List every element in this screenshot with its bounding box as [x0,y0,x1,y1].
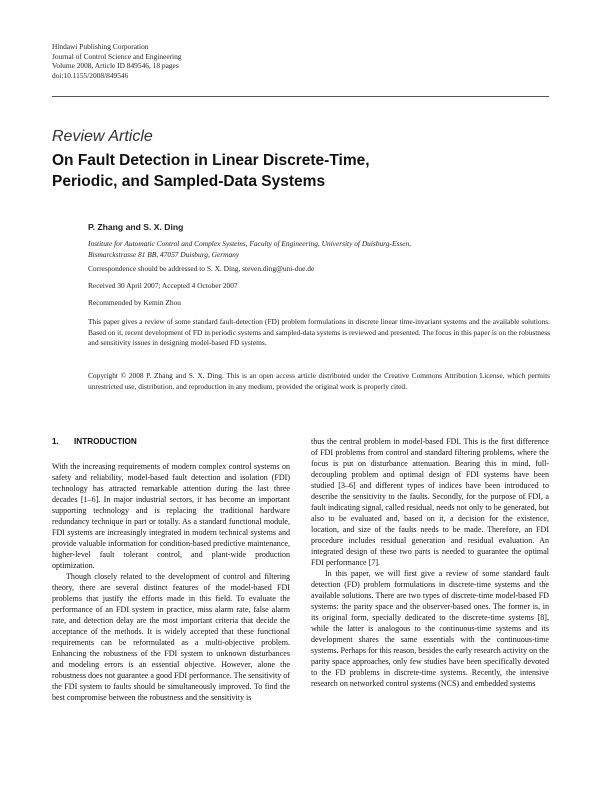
left-column [52,436,290,703]
volume-info: Volume 2008, Article ID 849546, 18 pages [52,61,179,71]
recommended-by: Recommended by Kemin Zhou [88,298,181,307]
title-line-1: On Fault Detection in Linear Discrete-Time, [52,152,370,169]
article-title [52,150,522,192]
doi: doi:10.1155/2008/849546 [52,70,129,80]
section-heading [52,436,290,447]
authors: P. Zhang and S. X. Ding [88,222,184,232]
copyright-notice: Copyright © 2008 P. Zhang and S. X. Ding. This is an open access article distributed under the Creative Commons Attribution License, which permits unrestricted use, distribution, and reproduction in any medium, provided the original work is properly cited. [88,371,550,391]
affiliation [88,238,550,260]
journal-header [52,42,182,80]
paragraph: In this paper, we will first give a review of some standard fault detection (FD) problem formulations in discrete-time systems and the available solutions. There are two types of discrete-time model-based FD systems: the parity space and the observer-based ones. The former is, in its original form, specially dedicated to the discrete-time systems [8], while the latter is analogous to the continuous-time systems and its development shares the same essentials with the continuous-time systems. Perhaps for this reason, besides the early research activity on the parity space approaches, only few studies have been specifically devoted to the FD problems in discrete-time systems. Recently, the intensive research on networked control systems (NCS) and embedded systems [311,569,549,688]
abstract: This paper gives a review of some standard fault-detection (FD) problem formulations in discrete linear time-invariant systems and the available solutions. Based on it, recent development of FD in periodic systems and sampled-data systems is reviewed and presented. The focus in this paper is on the robustness and sensitivity issues in designing model-based FD systems. [88,317,550,348]
journal-name: Journal of Control Science and Engineering [52,51,182,61]
correspondence: Correspondence should be addressed to S. X. Ding, steven.ding@uni-due.de [88,264,315,273]
paragraph: Though closely related to the development of control and filtering theory, there are several distinct features of the model-based FDI problems that justify the efforts made in this field. To evaluate the performance of an FDI system in practice, miss alarm rate, false alarm rate, and detection delay are the most important criteria that decide the acceptance of the methods. It is widely accepted that these functional requirements can be reformulated as a multi-objective problem. Enhancing the robustness of the FDI system to unknown disturbances and modeling errors is an essential objective. However, alone the robustness does not guarantee a good FDI performance. The sensitivity of the FDI system to faults should be simultaneously improved. To find the best compromise between the robustness and the sensitivity is [52,572,290,702]
article-kind: Review Article [52,128,153,145]
affiliation-line-2: Bismarckstrasse 81 BB, 47057 Duisburg, Germany [88,250,240,259]
paragraph: With the increasing requirements of modern complex control systems on safety and reliability, model-based fault detection and isolation (FDI) technology has attracted remarkable attention during the last three decades [1–6]. In major industrial sectors, it has become an important supporting technology and is replacing the traditional hardware redundancy technique in part or totally. As a standard functional module, FDI systems are increasingly integrated in modern technical systems and provide valuable information for condition-based predictive maintenance, higher-level fault tolerant control, and plant-wide production optimization. [52,462,290,570]
affiliation-line-1: Institute for Automatic Control and Complex Systems, Faculty of Engineering, University of Duisburg-Essen, [88,239,412,248]
title-line-2: Periodic, and Sampled-Data Systems [52,173,326,190]
paragraph: thus the central problem in model-based FDI. This is the first difference of FDI problems from control and standard filtering problems, where the focus is put on disturbance attenuation. Bearing this in mind, full-decoupling problem and optimal design of FDI systems have been studied [3–6] and different types of indices have been introduced to describe the sensitivity to the faults. Secondly, for the purpose of FDI, a fault indicating signal, called residual, needs not only to be generated, but also to be evaluated and, based on it, a decision for the existence, location, and size of the faults needs to be made. Therefore, an FDI procedure includes residual generation and residual evaluation. An integrated design of these two parts is needed to guarantee the optimal FDI performance [7]. [311,437,549,567]
received-dates: Received 30 April 2007; Accepted 4 October 2007 [88,281,238,290]
header-divider [52,96,549,97]
section-title: INTRODUCTION [74,437,137,446]
section-number: 1. [52,437,59,446]
publisher-name: Hindawi Publishing Corporation [52,42,149,51]
right-column [311,436,549,689]
